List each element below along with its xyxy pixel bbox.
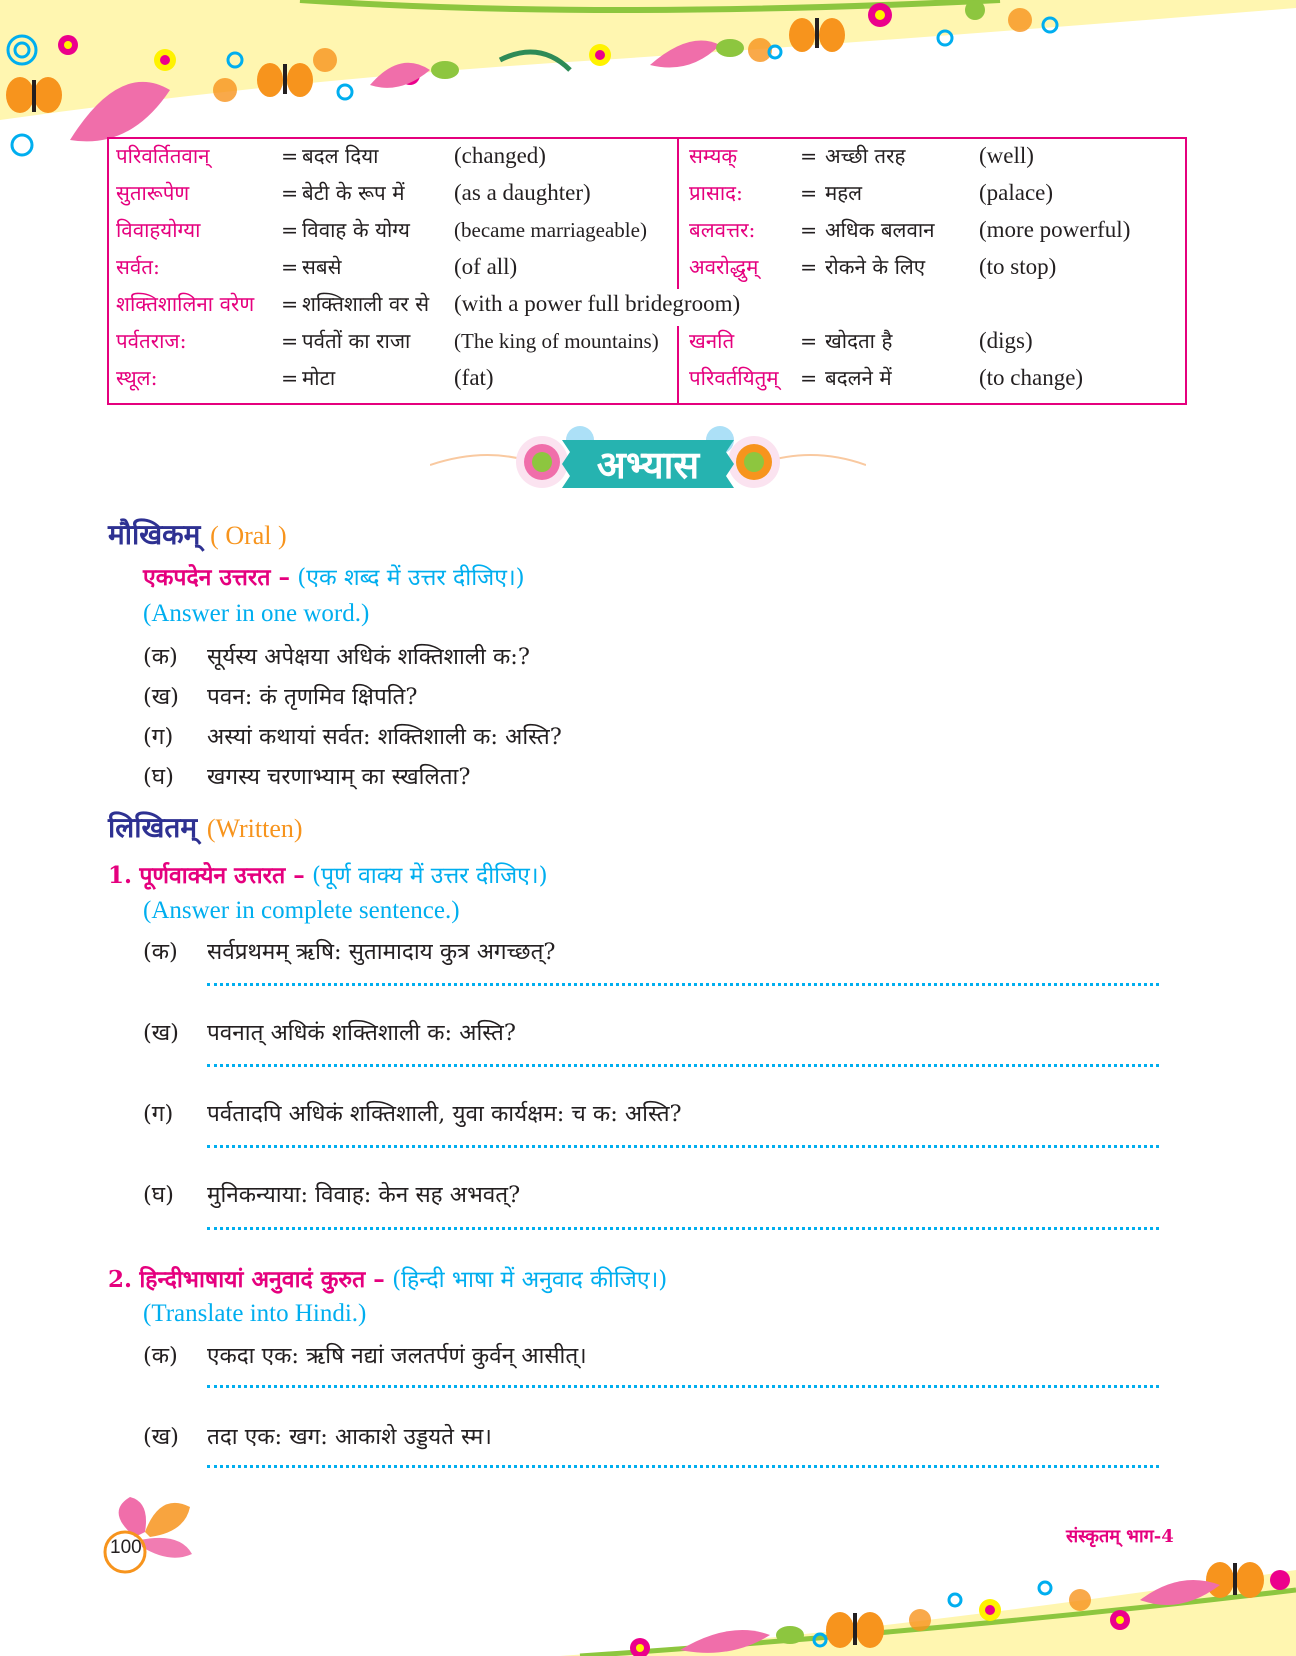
vocab-english: (to change) [979, 365, 1084, 390]
written-subtitle: (Written) [206, 814, 303, 843]
butterfly-icon [6, 77, 62, 113]
oral-instruction [143, 560, 525, 592]
oral-title: मौखिकम् [108, 518, 201, 551]
vocab-hindi: बेटी के रूप में [302, 181, 405, 205]
vocab-hindi: विवाह के योग्य [302, 218, 410, 242]
vocab-word: सुतारूपेण [116, 181, 190, 205]
vocab-hindi: बदल दिया [302, 144, 379, 168]
vocab-word: विवाहयोग्या [116, 218, 201, 242]
vocab-hindi: रोकने के लिए [825, 255, 926, 279]
instruction-hindi: (हिन्दी भाषा में अनुवाद कीजिए।) [392, 1267, 668, 1293]
vocab-word: सर्वत: [116, 255, 160, 279]
vocab-word: स्थूल: [116, 366, 158, 390]
section2-instruction [108, 1262, 667, 1294]
book-name: संस्कृतम् भाग-4 [1066, 1526, 1174, 1547]
answer-line[interactable] [207, 983, 1159, 986]
question-item [143, 1097, 682, 1128]
vocabulary-table [107, 137, 1187, 405]
vocab-hindi: खोदता है [825, 329, 893, 353]
vocab-word: प्रासाद: [689, 181, 743, 205]
question-label: (ख) [143, 684, 179, 710]
question-item [143, 680, 417, 711]
vocab-row [109, 289, 1185, 326]
vocab-english: (of all) [454, 254, 518, 279]
vocab-hindi: अधिक बलवान [825, 218, 935, 242]
question-label: (घ) [143, 1182, 174, 1208]
instruction-english: (Answer in complete sentence.) [143, 897, 460, 924]
vocab-hindi: पर्वतों का राजा [302, 329, 411, 353]
instruction-hindi: (पूर्ण वाक्य में उत्तर दीजिए।) [312, 863, 548, 889]
vocab-hindi: सबसे [302, 255, 342, 279]
question-label: (क) [143, 939, 178, 965]
vocab-row [109, 141, 1185, 178]
vocab-english: (digs) [979, 328, 1033, 353]
vocab-word: पर्वतराज: [116, 329, 187, 353]
answer-line[interactable] [207, 1227, 1159, 1230]
vocab-word: बलवत्तर: [689, 218, 756, 242]
oral-subtitle: ( Oral ) [210, 521, 287, 550]
written-heading [108, 808, 303, 846]
question-label: (घ) [143, 764, 174, 790]
vocab-row [109, 326, 1185, 363]
vocab-row [109, 215, 1185, 252]
question-text: मुनिकन्याया: विवाह: केन सह अभवत्? [207, 1182, 521, 1208]
vocab-word: खनति [689, 329, 735, 353]
question-label: (ख) [143, 1424, 179, 1450]
question-text: पवनात् अधिकं शक्तिशाली क: अस्ति? [207, 1020, 516, 1046]
page-number: 100 [110, 1537, 142, 1558]
vocab-english: (as a daughter) [454, 180, 591, 205]
equals-sign: = [281, 329, 299, 353]
vocab-word: परिवर्तितवान् [116, 144, 210, 168]
vocab-row [109, 178, 1185, 215]
equals-sign: = [800, 181, 818, 205]
equals-sign: = [281, 181, 299, 205]
answer-line[interactable] [207, 1385, 1159, 1388]
instruction-english: (Answer in one word.) [143, 600, 370, 627]
vocab-word: अवरोद्धुम् [689, 255, 759, 279]
instruction-hindi: (एक शब्द में उत्तर दीजिए।) [297, 565, 525, 591]
question-text: तदा एक: खग: आकाशे उड्डयते स्म। [207, 1424, 492, 1450]
question-item [143, 640, 530, 671]
question-label: (ख) [143, 1020, 179, 1046]
equals-sign: = [281, 144, 299, 168]
floral-border-bottom [560, 1540, 1296, 1656]
section-number: 1. [108, 862, 133, 889]
question-text: अस्यां कथायां सर्वत: शक्तिशाली क: अस्ति? [207, 724, 562, 750]
equals-sign: = [800, 144, 818, 168]
section-number: 2. [108, 1266, 133, 1293]
oral-heading [108, 515, 287, 553]
equals-sign: = [281, 366, 299, 390]
vocab-row [109, 252, 1185, 289]
instruction-english: (Translate into Hindi.) [143, 1300, 367, 1327]
instruction-lead: पूर्णवाक्येन उत्तरत – [139, 862, 305, 889]
equals-sign: = [800, 366, 818, 390]
question-label: (ग) [143, 1101, 174, 1127]
vocab-hindi: बदलने में [825, 366, 892, 390]
exercise-title: अभ्यास [596, 442, 700, 487]
vocab-english: (well) [979, 143, 1034, 168]
equals-sign: = [800, 255, 818, 279]
equals-sign: = [800, 329, 818, 353]
question-text: सूर्यस्य अपेक्षया अधिकं शक्तिशाली क:? [207, 644, 530, 670]
question-item [143, 1420, 492, 1451]
answer-line[interactable] [207, 1145, 1159, 1148]
question-text: सर्वप्रथमम् ऋषि: सुतामादाय कुत्र अगच्छत्? [207, 939, 556, 965]
answer-line[interactable] [207, 1465, 1159, 1468]
instruction-lead: हिन्दीभाषायां अनुवादं कुरुत – [139, 1266, 385, 1293]
vocab-word: परिवर्तयितुम् [689, 366, 779, 390]
question-item [143, 1339, 587, 1370]
equals-sign: = [281, 218, 299, 242]
question-text: पवन: कं तृणमिव क्षिपति? [207, 684, 418, 710]
vocab-english: (more powerful) [979, 217, 1131, 242]
vocab-english: (palace) [979, 180, 1054, 205]
question-item [143, 1016, 516, 1047]
vocab-english: (fat) [454, 365, 494, 390]
equals-sign: = [281, 292, 299, 316]
question-item [143, 1178, 520, 1209]
equals-sign: = [281, 255, 299, 279]
vocab-english: (became marriageable) [454, 218, 647, 242]
vocab-english: (The king of mountains) [454, 329, 659, 353]
question-label: (ग) [143, 724, 174, 750]
vocab-english: (changed) [454, 143, 546, 168]
question-text: पर्वतादपि अधिकं शक्तिशाली, युवा कार्यक्षम: च क: अस्ति? [207, 1101, 682, 1127]
vocab-hindi: महल [825, 181, 863, 205]
answer-line[interactable] [207, 1064, 1159, 1067]
equals-sign: = [800, 218, 818, 242]
question-text: एकदा एक: ऋषि नद्यां जलतर्पणं कुर्वन् आसीत्। [207, 1343, 587, 1369]
vocab-hindi: मोटा [302, 366, 336, 390]
vocab-row [109, 363, 1185, 400]
vocab-word: शक्तिशालिना वरेण [116, 292, 255, 316]
question-item [143, 760, 470, 791]
instruction-lead: एकपदेन उत्तरत – [143, 564, 290, 591]
vocab-hindi: शक्तिशाली वर से [302, 292, 430, 316]
question-label: (क) [143, 644, 178, 670]
question-item [143, 935, 556, 966]
vocab-hindi: अच्छी तरह [825, 144, 906, 168]
question-item [143, 720, 562, 751]
page-number-flower-icon [100, 1492, 195, 1574]
question-text: खगस्य चरणाभ्याम् का स्खलिता? [207, 764, 471, 790]
vocab-english: (to stop) [979, 254, 1057, 279]
vocab-word: सम्यक् [689, 144, 738, 168]
question-label: (क) [143, 1343, 178, 1369]
written-title: लिखितम् [108, 811, 198, 844]
section1-instruction [108, 858, 548, 890]
vocab-english: (with a power full bridegroom) [454, 291, 741, 316]
